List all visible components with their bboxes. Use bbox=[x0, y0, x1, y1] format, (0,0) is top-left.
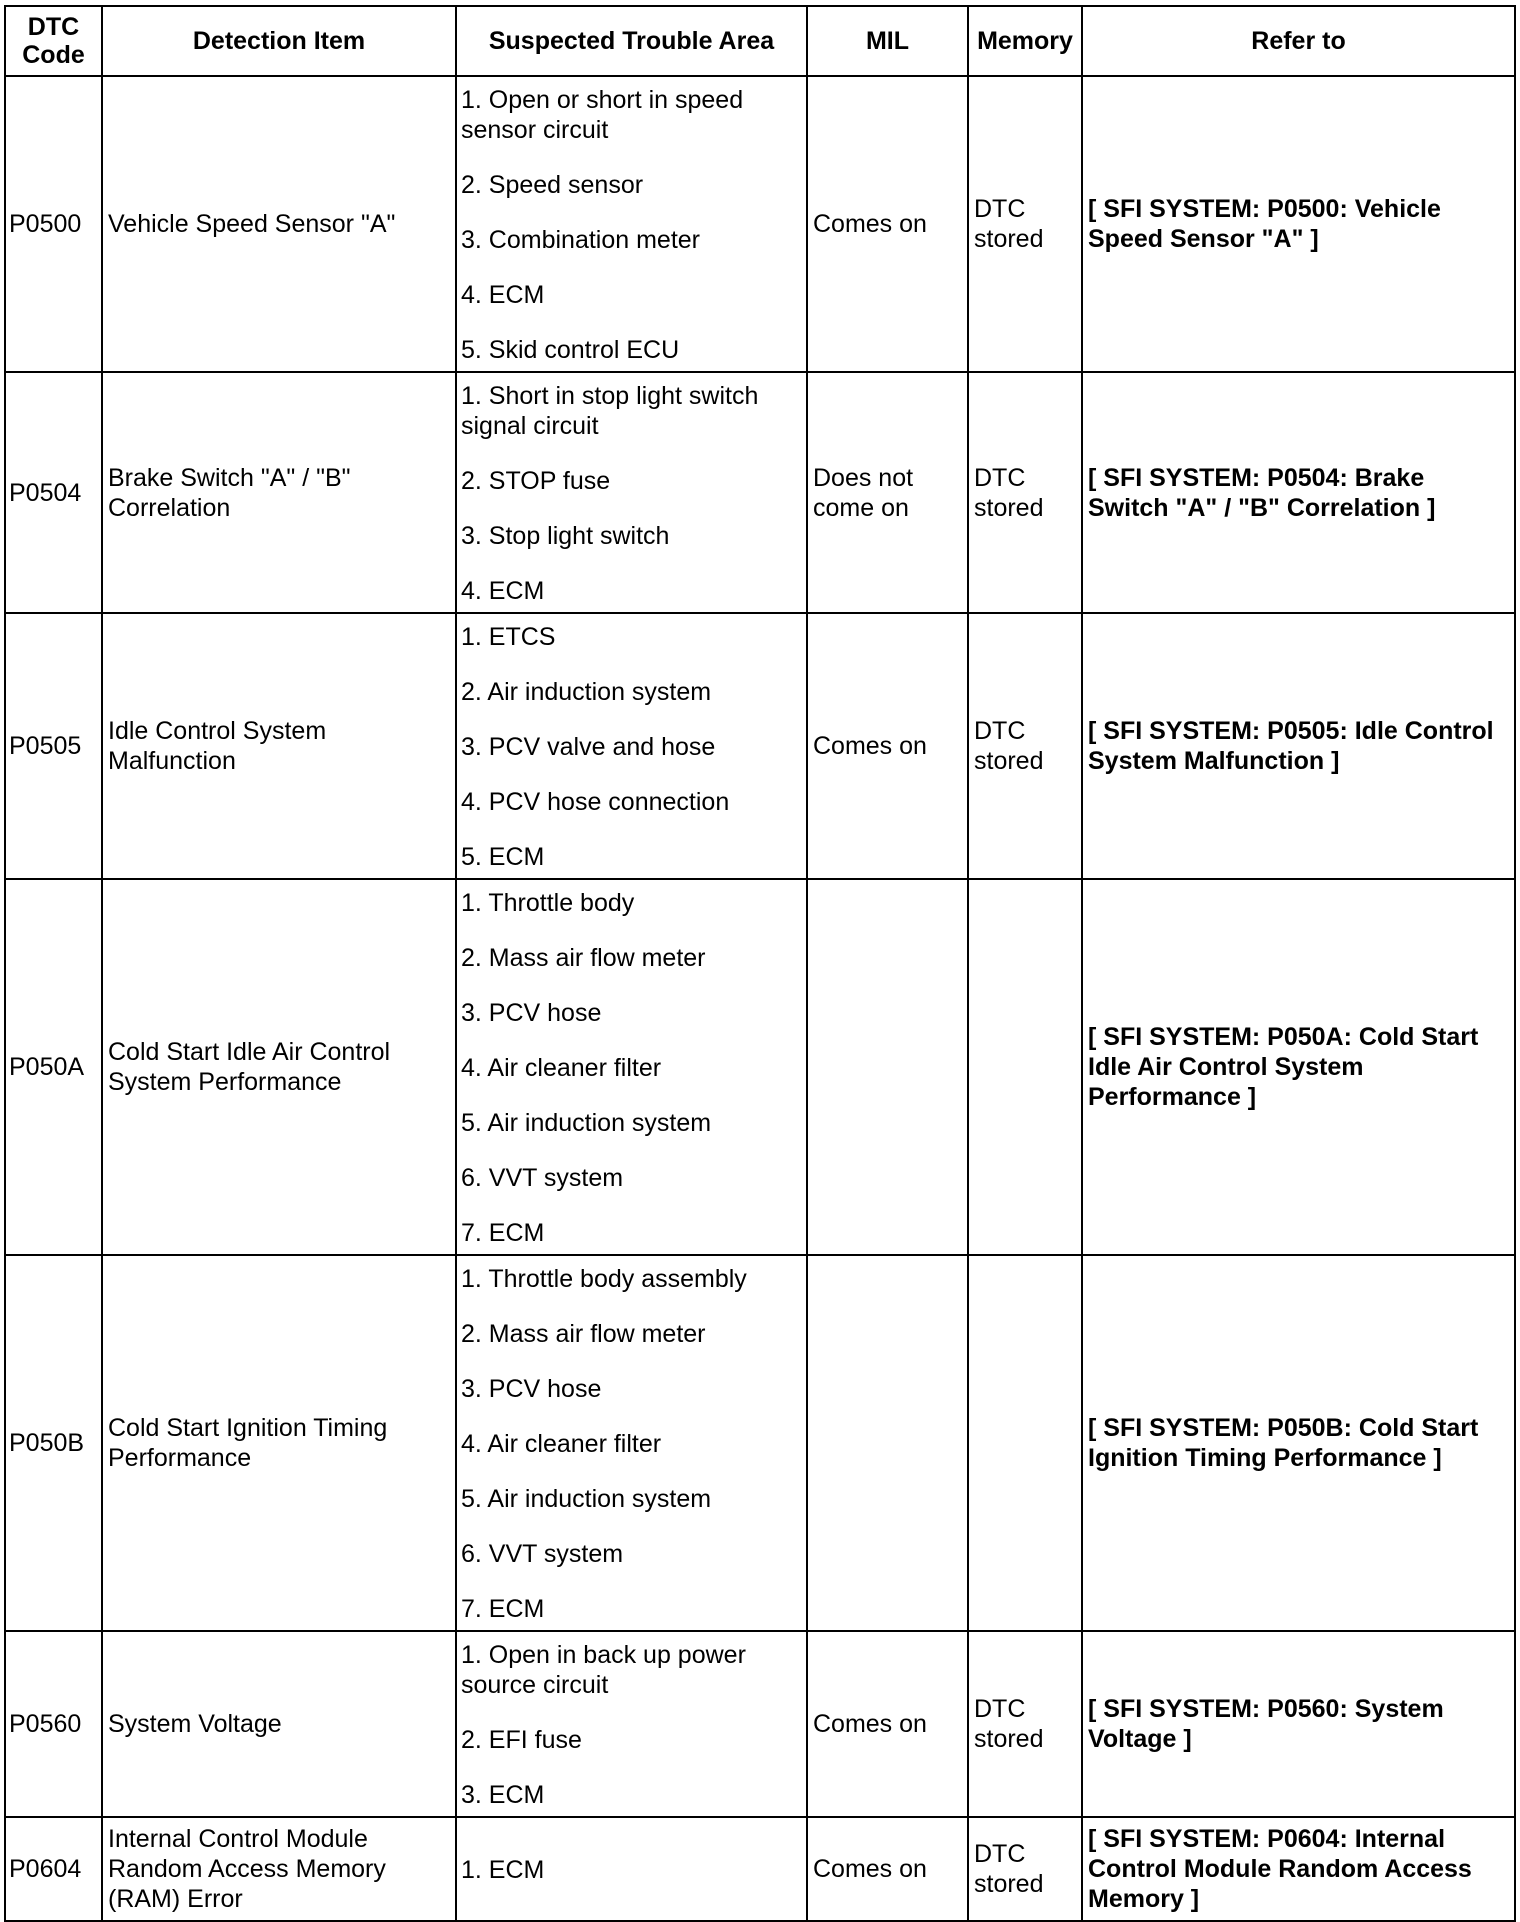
refer-to-cell: [ SFI SYSTEM: P0504: Brake Switch "A" / "B" Correlation ] bbox=[1082, 372, 1515, 613]
header-suspected-trouble-area: Suspected Trouble Area bbox=[456, 6, 807, 76]
dtc-code-cell: P0500 bbox=[5, 76, 102, 372]
header-detection-item: Detection Item bbox=[102, 6, 456, 76]
dtc-code-cell: P0560 bbox=[5, 1631, 102, 1817]
memory-cell: DTC stored bbox=[968, 1631, 1082, 1817]
trouble-area-item: 3. PCV hose bbox=[461, 999, 602, 1027]
table-row bbox=[5, 613, 1515, 879]
trouble-area-item: 3. PCV hose bbox=[461, 1375, 602, 1403]
trouble-area-item: 1. ETCS bbox=[461, 623, 556, 651]
trouble-area-item: 5. Skid control ECU bbox=[461, 336, 680, 364]
trouble-area-item: 7. ECM bbox=[461, 1219, 545, 1247]
trouble-area-item: 4. PCV hose connection bbox=[461, 788, 730, 816]
header-refer-to: Refer to bbox=[1082, 6, 1515, 76]
trouble-area-item: 1. ECM bbox=[461, 1856, 545, 1884]
dtc-table bbox=[4, 5, 1516, 1922]
refer-to-cell: [ SFI SYSTEM: P0560: System Voltage ] bbox=[1082, 1631, 1515, 1817]
mil-cell bbox=[807, 879, 968, 1255]
table-row bbox=[5, 879, 1515, 1255]
table-row bbox=[5, 1255, 1515, 1631]
suspected-trouble-area-cell bbox=[456, 1255, 807, 1631]
mil-cell: Does not come on bbox=[807, 372, 968, 613]
suspected-trouble-area-cell bbox=[456, 613, 807, 879]
trouble-area-item: 1. Open or short in speed sensor circuit bbox=[461, 86, 744, 144]
refer-to-cell: [ SFI SYSTEM: P050A: Cold Start Idle Air Control System Performance ] bbox=[1082, 879, 1515, 1255]
trouble-area-item: 4. ECM bbox=[461, 577, 545, 605]
table-row bbox=[5, 1817, 1515, 1921]
trouble-area-item: 6. VVT system bbox=[461, 1540, 624, 1568]
trouble-area-item: 1. Throttle body bbox=[461, 889, 635, 917]
table-row bbox=[5, 372, 1515, 613]
memory-cell: DTC stored bbox=[968, 1817, 1082, 1921]
header-mil: MIL bbox=[807, 6, 968, 76]
memory-cell bbox=[968, 879, 1082, 1255]
mil-cell bbox=[807, 1255, 968, 1631]
dtc-code-cell: P0604 bbox=[5, 1817, 102, 1921]
trouble-area-item: 3. ECM bbox=[461, 1781, 545, 1809]
suspected-trouble-area-cell bbox=[456, 76, 807, 372]
table-body bbox=[5, 76, 1515, 1921]
detection-item-cell: Internal Control Module Random Access Memory (RAM) Error bbox=[102, 1817, 456, 1921]
trouble-area-item: 2. Mass air flow meter bbox=[461, 944, 706, 972]
trouble-area-item: 1. Open in back up power source circuit bbox=[461, 1641, 746, 1699]
suspected-trouble-area-cell bbox=[456, 1817, 807, 1921]
trouble-area-item: 1. Short in stop light switch signal circuit bbox=[461, 382, 759, 440]
trouble-area-item: 4. ECM bbox=[461, 281, 545, 309]
dtc-code-cell: P0504 bbox=[5, 372, 102, 613]
refer-to-cell: [ SFI SYSTEM: P0604: Internal Control Module Random Access Memory ] bbox=[1082, 1817, 1515, 1921]
memory-cell: DTC stored bbox=[968, 76, 1082, 372]
suspected-trouble-area-cell bbox=[456, 879, 807, 1255]
trouble-area-item: 6. VVT system bbox=[461, 1164, 624, 1192]
trouble-area-item: 3. Combination meter bbox=[461, 226, 701, 254]
table-row bbox=[5, 76, 1515, 372]
dtc-code-cell: P0505 bbox=[5, 613, 102, 879]
trouble-area-item: 5. Air induction system bbox=[461, 1109, 712, 1137]
header-dtc-code: DTC Code bbox=[5, 6, 102, 76]
trouble-area-item: 7. ECM bbox=[461, 1595, 545, 1623]
detection-item-cell: Idle Control System Malfunction bbox=[102, 613, 456, 879]
mil-cell: Comes on bbox=[807, 1631, 968, 1817]
header-row bbox=[5, 6, 1515, 76]
trouble-area-item: 2. EFI fuse bbox=[461, 1726, 582, 1754]
detection-item-cell: Cold Start Idle Air Control System Performance bbox=[102, 879, 456, 1255]
detection-item-cell: Cold Start Ignition Timing Performance bbox=[102, 1255, 456, 1631]
mil-cell: Comes on bbox=[807, 1817, 968, 1921]
mil-cell: Comes on bbox=[807, 76, 968, 372]
refer-to-cell: [ SFI SYSTEM: P050B: Cold Start Ignition Timing Performance ] bbox=[1082, 1255, 1515, 1631]
memory-cell: DTC stored bbox=[968, 372, 1082, 613]
trouble-area-item: 2. STOP fuse bbox=[461, 467, 611, 495]
trouble-area-item: 2. Air induction system bbox=[461, 678, 712, 706]
detection-item-cell: Brake Switch "A" / "B" Correlation bbox=[102, 372, 456, 613]
memory-cell bbox=[968, 1255, 1082, 1631]
header-memory: Memory bbox=[968, 6, 1082, 76]
trouble-area-item: 4. Air cleaner filter bbox=[461, 1430, 662, 1458]
trouble-area-item: 3. Stop light switch bbox=[461, 522, 670, 550]
refer-to-cell: [ SFI SYSTEM: P0505: Idle Control System Malfunction ] bbox=[1082, 613, 1515, 879]
dtc-code-cell: P050B bbox=[5, 1255, 102, 1631]
table-row bbox=[5, 1631, 1515, 1817]
dtc-code-cell: P050A bbox=[5, 879, 102, 1255]
trouble-area-item: 5. ECM bbox=[461, 843, 545, 871]
trouble-area-item: 3. PCV valve and hose bbox=[461, 733, 716, 761]
detection-item-cell: Vehicle Speed Sensor "A" bbox=[102, 76, 456, 372]
trouble-area-item: 4. Air cleaner filter bbox=[461, 1054, 662, 1082]
trouble-area-item: 2. Mass air flow meter bbox=[461, 1320, 706, 1348]
detection-item-cell: System Voltage bbox=[102, 1631, 456, 1817]
mil-cell: Comes on bbox=[807, 613, 968, 879]
memory-cell: DTC stored bbox=[968, 613, 1082, 879]
suspected-trouble-area-cell bbox=[456, 1631, 807, 1817]
trouble-area-item: 2. Speed sensor bbox=[461, 171, 644, 199]
trouble-area-item: 1. Throttle body assembly bbox=[461, 1265, 747, 1293]
suspected-trouble-area-cell bbox=[456, 372, 807, 613]
refer-to-cell: [ SFI SYSTEM: P0500: Vehicle Speed Sensor "A" ] bbox=[1082, 76, 1515, 372]
trouble-area-item: 5. Air induction system bbox=[461, 1485, 712, 1513]
